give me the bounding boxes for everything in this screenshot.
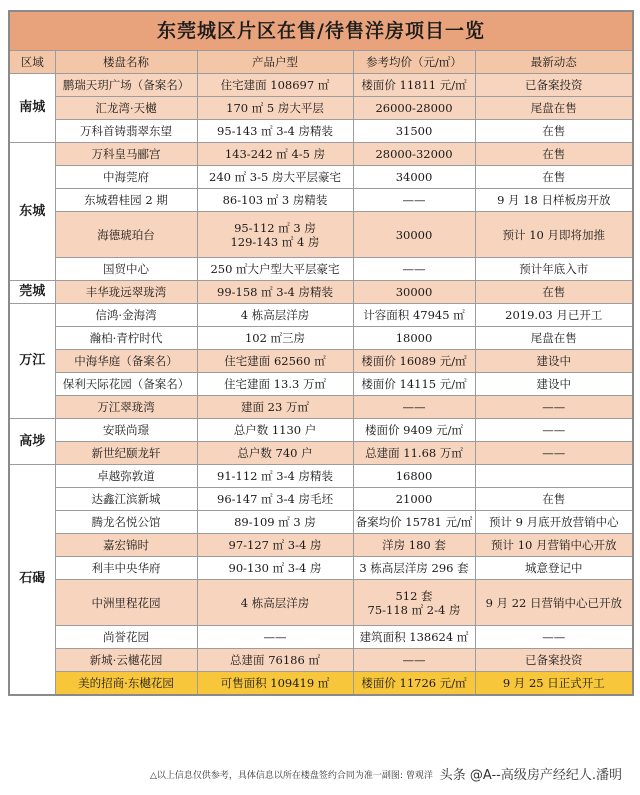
product-type: 4 栋高层洋房 bbox=[197, 304, 353, 327]
table-row bbox=[9, 534, 633, 557]
table-row bbox=[9, 511, 633, 534]
table-row bbox=[9, 304, 633, 327]
product-type: 97-127 ㎡ 3-4 房 bbox=[197, 534, 353, 557]
project-name: 东城碧桂园 2 期 bbox=[55, 189, 197, 212]
product-type: —— bbox=[197, 626, 353, 649]
project-name: 鹏瑞天玥广场（备案名） bbox=[55, 74, 197, 97]
product-type: 240 ㎡ 3-5 房大平层豪宅 bbox=[197, 166, 353, 189]
table-row bbox=[9, 649, 633, 672]
product-type: 可售面积 109419 ㎡ bbox=[197, 672, 353, 695]
latest-news: 城意登记中 bbox=[475, 557, 633, 580]
price: —— bbox=[353, 189, 475, 212]
project-name: 丰华珑远翠珑湾 bbox=[55, 281, 197, 304]
latest-news: 在售 bbox=[475, 166, 633, 189]
project-name: 保利天际花园（备案名） bbox=[55, 373, 197, 396]
price: 512 套 75-118 ㎡ 2-4 房 bbox=[353, 580, 475, 626]
table-row bbox=[9, 97, 633, 120]
district-wanjiang: 万江 bbox=[9, 304, 55, 419]
price: 楼面价 9409 元/㎡ bbox=[353, 419, 475, 442]
latest-news: 2019.03 月已开工 bbox=[475, 304, 633, 327]
price: —— bbox=[353, 396, 475, 419]
project-name: 新世纪颐龙轩 bbox=[55, 442, 197, 465]
product-type: 102 ㎡三房 bbox=[197, 327, 353, 350]
latest-news: 9 月 18 日样板房开放 bbox=[475, 189, 633, 212]
product-type: 住宅建面 13.3 万㎡ bbox=[197, 373, 353, 396]
latest-news: 已备案投资 bbox=[475, 649, 633, 672]
table-title: 东莞城区片区在售/待售洋房项目一览 bbox=[9, 11, 633, 51]
header-district: 区域 bbox=[9, 51, 55, 74]
product-type: 89-109 ㎡ 3 房 bbox=[197, 511, 353, 534]
project-name: 利丰中央华府 bbox=[55, 557, 197, 580]
table-row bbox=[9, 120, 633, 143]
price: 18000 bbox=[353, 327, 475, 350]
table-row bbox=[9, 442, 633, 465]
project-name: 国贸中心 bbox=[55, 258, 197, 281]
price: 26000-28000 bbox=[353, 97, 475, 120]
header-type: 产品户型 bbox=[197, 51, 353, 74]
project-name: 中海莞府 bbox=[55, 166, 197, 189]
price: 30000 bbox=[353, 281, 475, 304]
price: 28000-32000 bbox=[353, 143, 475, 166]
latest-news: 已备案投资 bbox=[475, 74, 633, 97]
project-name: 万科首铸翡翠东望 bbox=[55, 120, 197, 143]
product-type: 总户数 740 户 bbox=[197, 442, 353, 465]
price: 建筑面积 138624 ㎡ bbox=[353, 626, 475, 649]
latest-news: 尾盘在售 bbox=[475, 327, 633, 350]
project-name: 美的招商·东樾花园 bbox=[55, 672, 197, 695]
latest-news: —— bbox=[475, 396, 633, 419]
project-name: 中海华庭（备案名） bbox=[55, 350, 197, 373]
table-row bbox=[9, 74, 633, 97]
project-name: 安联尚璟 bbox=[55, 419, 197, 442]
latest-news: 预计 9 月底开放营销中心 bbox=[475, 511, 633, 534]
price: 洋房 180 套 bbox=[353, 534, 475, 557]
price: —— bbox=[353, 258, 475, 281]
table-row bbox=[9, 189, 633, 212]
district-dongcheng: 东城 bbox=[9, 143, 55, 281]
product-type: 90-130 ㎡ 3-4 房 bbox=[197, 557, 353, 580]
latest-news: —— bbox=[475, 442, 633, 465]
price: 总建面 11.68 万㎡ bbox=[353, 442, 475, 465]
project-name: 汇龙湾·天樾 bbox=[55, 97, 197, 120]
project-name: 腾龙名悦公馆 bbox=[55, 511, 197, 534]
table-row bbox=[9, 373, 633, 396]
latest-news: 9 月 22 日营销中心已开放 bbox=[475, 580, 633, 626]
project-name: 达鑫江滨新城 bbox=[55, 488, 197, 511]
product-type: 住宅建面 62560 ㎡ bbox=[197, 350, 353, 373]
latest-news bbox=[475, 465, 633, 488]
project-name: 海德琥珀台 bbox=[55, 212, 197, 258]
table-row bbox=[9, 166, 633, 189]
header-project: 楼盘名称 bbox=[55, 51, 197, 74]
price: 34000 bbox=[353, 166, 475, 189]
latest-news: 在售 bbox=[475, 120, 633, 143]
project-name: 卓越弥敦道 bbox=[55, 465, 197, 488]
product-type: 住宅建面 108697 ㎡ bbox=[197, 74, 353, 97]
product-type: 99-158 ㎡ 3-4 房精装 bbox=[197, 281, 353, 304]
watermark: 头条 @A--高级房产经纪人.潘明 bbox=[439, 768, 622, 783]
product-type: 96-147 ㎡ 3-4 房毛坯 bbox=[197, 488, 353, 511]
product-type: 143-242 ㎡ 4-5 房 bbox=[197, 143, 353, 166]
price: 30000 bbox=[353, 212, 475, 258]
table-row bbox=[9, 143, 633, 166]
product-type: 86-103 ㎡ 3 房精装 bbox=[197, 189, 353, 212]
price: 3 栋高层洋房 296 套 bbox=[353, 557, 475, 580]
table-row bbox=[9, 672, 633, 695]
price: 31500 bbox=[353, 120, 475, 143]
table-row bbox=[9, 350, 633, 373]
project-name: 万江翠珑湾 bbox=[55, 396, 197, 419]
price: 备案均价 15781 元/㎡ bbox=[353, 511, 475, 534]
district-nancheng: 南城 bbox=[9, 74, 55, 143]
header-news: 最新动态 bbox=[475, 51, 633, 74]
latest-news: —— bbox=[475, 626, 633, 649]
latest-news: 预计 10 月即将加推 bbox=[475, 212, 633, 258]
product-type: 总建面 76186 ㎡ bbox=[197, 649, 353, 672]
district-guancheng: 莞城 bbox=[9, 281, 55, 304]
product-type: 95-112 ㎡ 3 房 129-143 ㎡ 4 房 bbox=[197, 212, 353, 258]
price: 16800 bbox=[353, 465, 475, 488]
latest-news: —— bbox=[475, 419, 633, 442]
project-name: 信鸿·金海湾 bbox=[55, 304, 197, 327]
price: —— bbox=[353, 649, 475, 672]
district-shijie: 石碣 bbox=[9, 465, 55, 695]
product-type: 建面 23 万㎡ bbox=[197, 396, 353, 419]
latest-news: 建设中 bbox=[475, 373, 633, 396]
product-type: 4 栋高层洋房 bbox=[197, 580, 353, 626]
district-gaobu: 高埗 bbox=[9, 419, 55, 465]
table-row bbox=[9, 626, 633, 649]
price: 楼面价 11726 元/㎡ bbox=[353, 672, 475, 695]
table-row bbox=[9, 465, 633, 488]
price: 21000 bbox=[353, 488, 475, 511]
table-row bbox=[9, 557, 633, 580]
price: 楼面价 14115 元/㎡ bbox=[353, 373, 475, 396]
header-price: 参考均价（元/㎡） bbox=[353, 51, 475, 74]
footer bbox=[0, 762, 640, 795]
latest-news: 尾盘在售 bbox=[475, 97, 633, 120]
project-name: 中洲里程花园 bbox=[55, 580, 197, 626]
project-name: 嘉宏锦时 bbox=[55, 534, 197, 557]
product-type: 91-112 ㎡ 3-4 房精装 bbox=[197, 465, 353, 488]
table-row bbox=[9, 580, 633, 626]
latest-news: 在售 bbox=[475, 488, 633, 511]
price: 计容面积 47945 ㎡ bbox=[353, 304, 475, 327]
table-row bbox=[9, 281, 633, 304]
latest-news: 在售 bbox=[475, 281, 633, 304]
project-name: 瀚柏·青柠时代 bbox=[55, 327, 197, 350]
footer-note: △以上信息仅供参考，具体信息以所在楼盘签约合同为准一副图: 曾观洋 bbox=[150, 771, 433, 781]
latest-news: 预计年底入市 bbox=[475, 258, 633, 281]
table-row bbox=[9, 488, 633, 511]
project-table bbox=[8, 10, 634, 696]
table-row bbox=[9, 258, 633, 281]
table-row bbox=[9, 327, 633, 350]
table-row bbox=[9, 212, 633, 258]
latest-news: 9 月 25 日正式开工 bbox=[475, 672, 633, 695]
latest-news: 在售 bbox=[475, 143, 633, 166]
product-type: 95-143 ㎡ 3-4 房精装 bbox=[197, 120, 353, 143]
product-type: 170 ㎡ 5 房大平层 bbox=[197, 97, 353, 120]
product-type: 总户数 1130 户 bbox=[197, 419, 353, 442]
table-row bbox=[9, 396, 633, 419]
project-name: 万科皇马郦宫 bbox=[55, 143, 197, 166]
project-name: 新城·云樾花园 bbox=[55, 649, 197, 672]
latest-news: 预计 10 月营销中心开放 bbox=[475, 534, 633, 557]
latest-news: 建设中 bbox=[475, 350, 633, 373]
product-type: 250 ㎡大户型大平层豪宅 bbox=[197, 258, 353, 281]
price: 楼面价 16089 元/㎡ bbox=[353, 350, 475, 373]
price: 楼面价 11811 元/㎡ bbox=[353, 74, 475, 97]
table-row bbox=[9, 419, 633, 442]
project-name: 尚誉花园 bbox=[55, 626, 197, 649]
